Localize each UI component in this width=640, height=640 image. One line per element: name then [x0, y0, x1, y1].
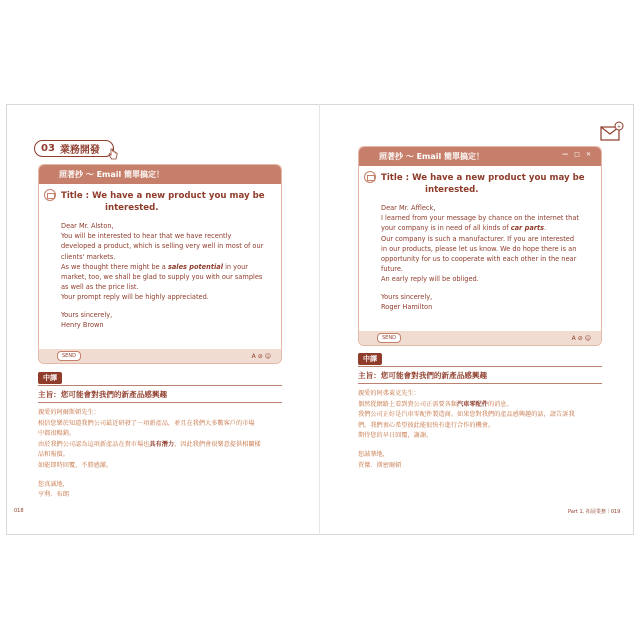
email-bar-title: 照著抄 ～ Email 簡單搞定！	[379, 152, 485, 161]
email-card-left	[38, 164, 282, 364]
section-header	[34, 140, 114, 157]
highlight-phrase: car parts	[510, 224, 545, 233]
page-number-left: 018	[14, 508, 24, 514]
mail-badge-icon	[364, 171, 376, 183]
section-number: 03	[41, 143, 55, 154]
email-card-bar	[39, 165, 281, 184]
email-card-right	[358, 146, 602, 346]
translation-rule	[38, 385, 282, 386]
section-title: 業務開發	[59, 145, 100, 156]
email-title: Title : We have a new product you may be interested.	[381, 173, 585, 195]
highlight-phrase: 汽車零配件	[457, 400, 488, 408]
translation-body: 親愛的阿弗萊克先生： 偶然從網路上看到貴公司正需要各類汽車零配件的消息。 我們公司正好是汽車零配件製造商。如果您對我們的產品感興趣的話，請告訴我 們。我們衷心希望彼此能很快有進行合作的機會。 期待您的早日回覆，謝謝。 您誠摯地， 賈傑．漢密爾頓	[358, 390, 575, 469]
window-controls[interactable]: — □ ✕	[562, 151, 593, 158]
email-bar-title: 照著抄 ～ Email 簡單搞定！	[59, 170, 165, 179]
attachment-icon[interactable]: ⊘	[577, 334, 585, 342]
emoji-icon[interactable]: ☺	[264, 352, 273, 360]
translation-rule	[38, 402, 282, 403]
translation-rule	[358, 383, 602, 384]
email-card-footer	[39, 349, 281, 363]
highlight-phrase: sales potential	[167, 262, 223, 271]
send-button[interactable]: SEND	[57, 351, 81, 361]
email-card-bar	[359, 147, 601, 166]
translation-subject: 主旨：您可能會對我們的新產品感興趣	[38, 390, 168, 399]
email-body: Dear Mr. Affleck, I learned from your message by chance on the internet that your company is in need of all kinds of car parts. Our company is such a manufacturer. If you are interested in our products, please let us know. We do hope there is an opportunity for us to cooperate with each other in the near future. An early reply will be obliged. Yours sincerely, Roger Hamilton	[381, 204, 579, 311]
page-gutter	[319, 104, 320, 535]
email-body: Dear Mr. Alston, You will be interested to hear that we have recently developed a product, which is selling very well in most of our clients' markets. As we thought there might be a sales potential in your market, too, we shall be glad to supply you with our samples as well as the price list. Your prompt reply will be highly appreciated. Yours sincerely, Henry Brown	[61, 222, 264, 329]
translation-subject: 主旨：您可能會對我們的新產品感興趣	[358, 371, 488, 380]
text-format-icon[interactable]: A	[571, 334, 578, 342]
email-card-footer	[359, 331, 601, 345]
email-title: Title : We have a new product you may be interested.	[61, 191, 265, 213]
translation-badge: 中譯	[38, 372, 62, 384]
translation-rule	[358, 366, 602, 367]
envelope-icon	[600, 121, 624, 143]
svg-text:+: +	[616, 124, 622, 130]
translation-badge: 中譯	[358, 353, 382, 365]
emoji-icon[interactable]: ☺	[584, 334, 593, 342]
highlight-phrase: 具有潛力	[149, 440, 175, 448]
attachment-icon[interactable]: ⊘	[257, 352, 265, 360]
page-number-right: Part 1. 拓展業務｜019	[568, 509, 621, 515]
text-format-icon[interactable]: A	[251, 352, 258, 360]
hand-cursor-icon	[108, 148, 118, 160]
send-button[interactable]: SEND	[377, 333, 401, 343]
mail-badge-icon	[44, 189, 56, 201]
translation-body: 親愛的阿爾斯頓先生： 相信您樂於知道我們公司最近研發了一項新產品，並且在我們大多數客戶的市場 中都很暢銷。 由於我們公司認為這項新產品在貴市場也具有潛力，因此我們會很樂意提供相關樣 品和報價。 如能即時回覆，不勝感激。 您真誠地， 亨利．布朗	[38, 409, 261, 499]
